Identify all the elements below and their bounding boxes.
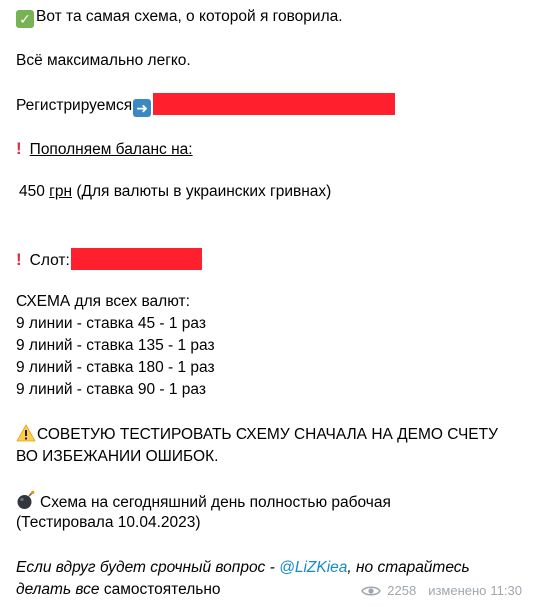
message-line-warning bbox=[16, 424, 498, 446]
amount-currency: грн bbox=[49, 183, 73, 200]
check-mark-button-icon: ✓ bbox=[16, 10, 34, 28]
message-line-easy bbox=[16, 50, 191, 72]
message-line-register bbox=[16, 93, 395, 117]
eye-icon bbox=[361, 584, 381, 598]
scheme-line: 9 линии - ставка 45 - 1 раз bbox=[16, 315, 206, 332]
scheme-line: 9 линий - ставка 90 - 1 раз bbox=[16, 381, 206, 398]
status-text: Схема на сегодняшний день полностью рабочая bbox=[40, 494, 391, 511]
register-text: Регистрируемся bbox=[16, 97, 133, 114]
message-line-intro bbox=[16, 6, 343, 28]
redacted-slot bbox=[71, 248, 202, 270]
right-arrow-icon: ➜ bbox=[133, 99, 151, 117]
red-exclamation-icon: ! bbox=[16, 250, 22, 269]
message-line-balance bbox=[16, 138, 193, 161]
balance-heading: Пополняем баланс на: bbox=[29, 141, 193, 158]
scheme-line: 9 линий - ставка 180 - 1 раз bbox=[16, 359, 215, 376]
scheme-title: СХЕМА для всех валют: bbox=[16, 293, 190, 310]
message-line-slot bbox=[16, 248, 202, 272]
slot-label: Слот: bbox=[29, 252, 70, 269]
easy-text: Всё максимально легко. bbox=[16, 52, 191, 69]
edited-label: изменено bbox=[428, 583, 487, 598]
question-line2-italic: делать все bbox=[16, 581, 104, 598]
warning-text: СОВЕТУЮ ТЕСТИРОВАТЬ СХЕМУ СНАЧАЛА НА ДЕМО СЧЕТУ bbox=[37, 426, 498, 443]
message-meta bbox=[361, 583, 522, 598]
status-date: (Тестировала 10.04.2023) bbox=[16, 514, 201, 531]
intro-text: Вот та самая схема, о которой я говорила. bbox=[36, 8, 343, 25]
mention-link[interactable]: @LiZKiea bbox=[279, 559, 348, 576]
message-line-amount bbox=[19, 181, 331, 203]
message-line-question-2 bbox=[16, 579, 221, 601]
view-count: 2258 bbox=[387, 583, 417, 598]
warning-text-continued: ВО ИЗБЕЖАНИИ ОШИБОК. bbox=[16, 448, 219, 465]
question-line2-plain: самостоятельно bbox=[103, 581, 221, 598]
amount-note: (Для валюты в украинских гривнах) bbox=[72, 183, 332, 200]
redacted-link bbox=[153, 93, 395, 115]
amount-number: 450 bbox=[19, 183, 50, 200]
message-line-question bbox=[16, 557, 470, 579]
scheme-line: 9 линий - ставка 135 - 1 раз bbox=[16, 337, 215, 354]
question-text-suffix: , но старайтесь bbox=[347, 559, 470, 576]
red-exclamation-icon: ! bbox=[16, 139, 22, 158]
warning-icon bbox=[16, 424, 36, 442]
message-time: 11:30 bbox=[490, 583, 522, 598]
question-text: Если вдруг будет срочный вопрос - bbox=[16, 559, 280, 576]
message-line-status bbox=[16, 490, 391, 514]
bomb-icon bbox=[16, 490, 36, 510]
